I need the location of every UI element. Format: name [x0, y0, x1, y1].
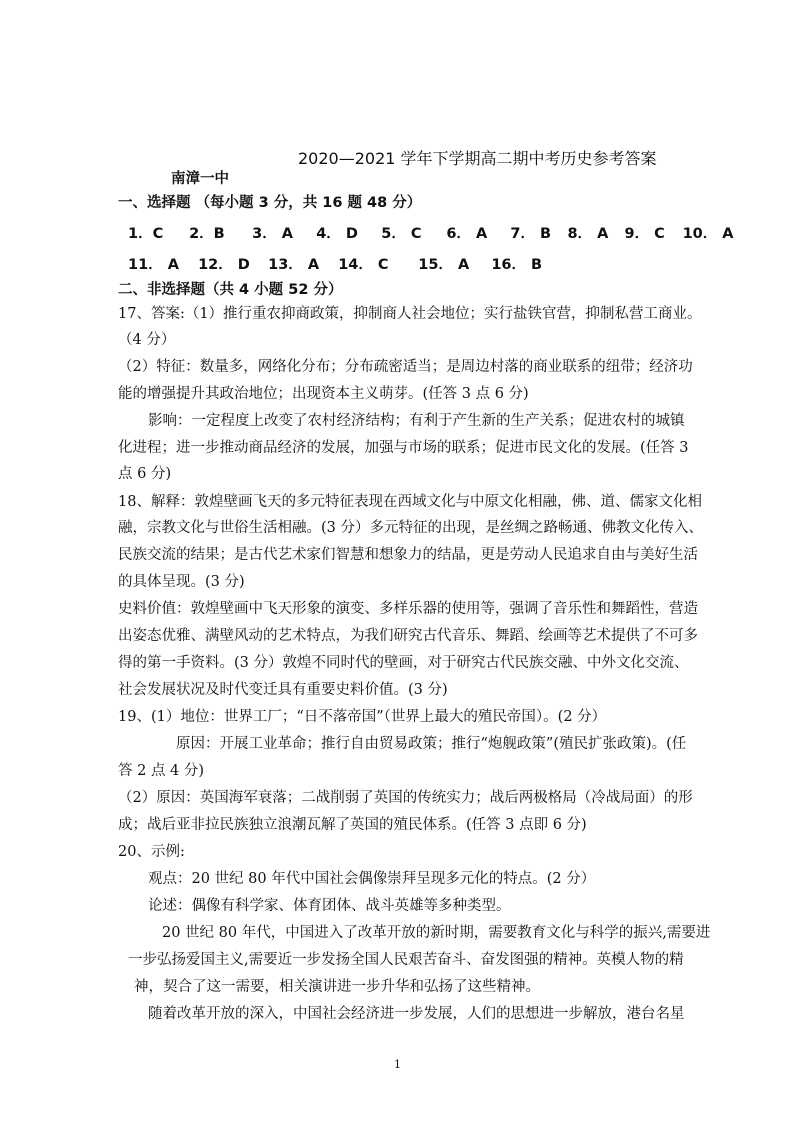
- section1-heading: 一、选择题 （每小题 3 分，共 16 题 48 分）: [118, 195, 422, 211]
- body-line: （2）特征：数量多，网络化分布；分布疏密适当；是周边村落的商业联系的纽带；经济功: [118, 359, 693, 375]
- answer-item: 6． A: [446, 226, 488, 242]
- answer-item: 2．B: [189, 226, 225, 242]
- body-line: 神，契合了这一需要，相关演讲进一步升华和弘扬了这些精神。: [134, 979, 540, 995]
- body-line: 20、示例:: [118, 844, 185, 860]
- answer-item: 12． D: [198, 257, 250, 273]
- body-line: 一步弘扬爱国主义,需要近一步发扬全国人民艰苦奋斗、奋发图强的精神。英模人物的精: [128, 952, 684, 968]
- answer-item: 3． A: [252, 226, 293, 242]
- answer-item: 13． A: [268, 257, 320, 273]
- body-line: 17、答案:（1）推行重农抑商政策，抑制商人社会地位；实行盐铁官营，抑制私营工商业。: [118, 306, 702, 322]
- body-line: 能的增强提升其政治地位；出现资本主义萌芽。(任答 3 点 6 分): [118, 386, 529, 402]
- body-line: 答 2 点 4 分): [118, 763, 205, 779]
- body-line: 随着改革开放的深入，中国社会经济进一步发展，人们的思想进一步解放，港台名星: [148, 1006, 685, 1022]
- body-line: （2）原因：英国海军衰落；二战削弱了英国的传统实力；战后两极格局（冷战局面）的形: [118, 790, 693, 806]
- answer-item: 15． A: [418, 257, 470, 273]
- body-line: 原因：开展工业革命；推行自由贸易政策；推行“炮舰政策”(殖民扩张政策)。(任: [176, 736, 687, 752]
- body-line: 影响：一定程度上改变了农村经济结构；有利于产生新的生产关系；促进农村的城镇: [148, 413, 685, 429]
- answer-item: 11． A: [128, 257, 179, 273]
- answer-item: 10． A: [682, 226, 734, 242]
- body-line: 得的第一手资料。(3 分）敦煌不同时代的壁画，对于研究古代民族交融、中外文化交流、: [118, 655, 689, 671]
- body-line: 观点：20 世纪 80 年代中国社会偶像崇拜呈现多元化的特点。(2 分）: [148, 871, 596, 887]
- answer-item: 7． B: [510, 226, 552, 242]
- body-line: 论述：偶像有科学家、体育团体、战斗英雄等多种类型。: [148, 898, 511, 914]
- body-line: （4 分）: [118, 332, 176, 348]
- answer-item: 16． B: [491, 257, 543, 273]
- section2-heading: 二、非选择题（共 4 小题 52 分）: [118, 282, 343, 298]
- answer-item: 14． C: [338, 257, 389, 273]
- page-number: 1: [394, 1058, 401, 1071]
- answer-row-1: [128, 222, 735, 243]
- body-line: 史料价值：敦煌壁画中飞天形象的演变、多样乐器的使用等，强调了音乐性和舞蹈性，营造: [118, 601, 698, 617]
- body-line: 成；战后亚非拉民族独立浪潮瓦解了英国的殖民体系。(任答 3 点即 6 分): [118, 817, 587, 833]
- body-line: 点 6 分): [118, 466, 172, 482]
- body-line: 19、(1）地位：世界工厂；“日不落帝国”（世界上最大的殖民帝国）。(2 分）: [118, 709, 607, 725]
- body-line: 的具体呈现。(3 分): [118, 574, 245, 590]
- body-line: 化进程；进一步推动商品经济的发展，加强与市场的联系；促进市民文化的发展。(任答 3: [118, 440, 689, 456]
- body-line: 出姿态优雅、满壁风动的艺术特点，为我们研究古代音乐、舞蹈、绘画等艺术提供了不可多: [118, 628, 698, 644]
- body-line: 民族交流的结果；是古代艺术家们智慧和想象力的结晶，更是劳动人民追求自由与美好生活: [118, 547, 698, 563]
- answer-item: 4． D: [316, 226, 358, 242]
- answer-item: 8． A: [567, 226, 609, 242]
- answer-item: 5． C: [381, 226, 422, 242]
- body-line: 20 世纪 80 年代，中国进入了改革开放的新时期，需要教育文化与科学的振兴,需要进: [162, 925, 711, 941]
- body-line: 18、解释：敦煌壁画飞天的多元特征表现在西域文化与中原文化相融，佛、道、儒家文化相: [118, 494, 702, 510]
- school-name: 南漳一中: [171, 171, 229, 187]
- answer-item: 9． C: [624, 226, 665, 242]
- answer-item: 1．C: [128, 226, 164, 242]
- body-line: 社会发展状况及时代变迁具有重要史料价值。(3 分): [118, 682, 448, 698]
- answer-row-2: [128, 253, 551, 274]
- document-title: 2020—2021 学年下学期高二期中考历史参考答案: [298, 149, 657, 168]
- body-line: 融，宗教文化与世俗生活相融。(3 分）多元特征的出现，是丝绸之路畅通、佛教文化传入、: [118, 520, 703, 536]
